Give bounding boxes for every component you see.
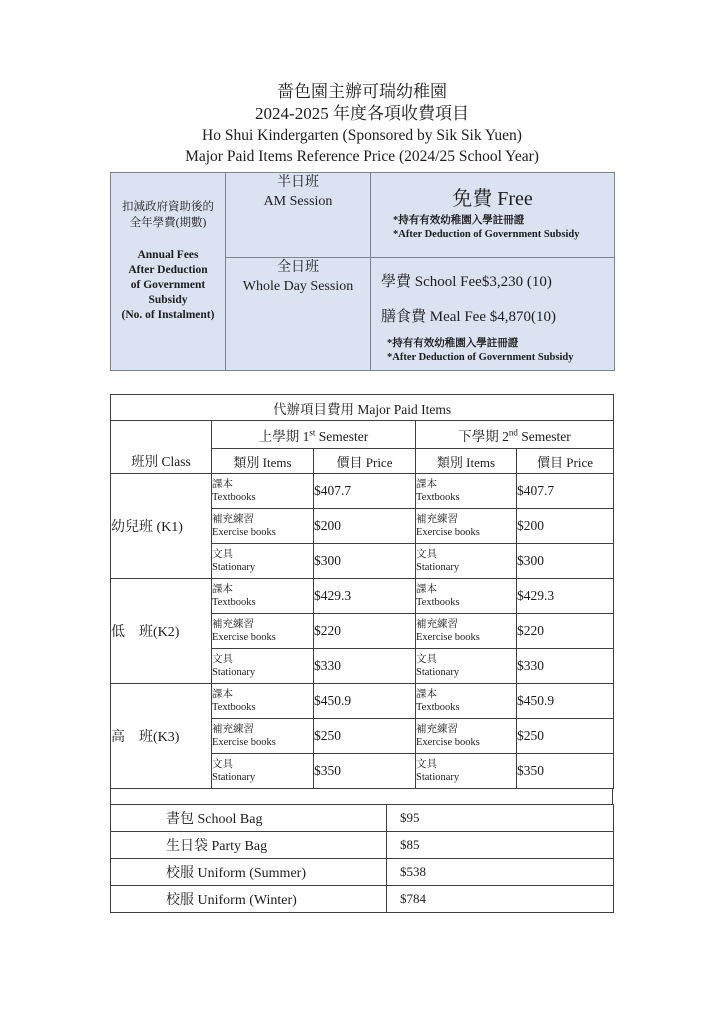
item-en: Stationary <box>416 772 460 783</box>
price-sem2: $450.9 <box>517 684 614 719</box>
price-sem2: $200 <box>517 509 614 544</box>
item-cell <box>212 509 314 544</box>
annual-fees-header-zh-line1: 扣減政府資助後的 <box>122 201 214 213</box>
price-sem1: $220 <box>314 614 416 649</box>
item-en: Exercise books <box>416 632 480 643</box>
semester-2-post: Semester <box>517 428 571 444</box>
item-zh: 文具 <box>416 549 437 560</box>
extra-item-label: 書包 School Bag <box>111 805 387 832</box>
item-en: Stationary <box>212 562 256 573</box>
paid-items-table-title: 代辦項目費用 Major Paid Items <box>111 395 614 421</box>
item-zh: 課本 <box>416 584 437 595</box>
title-chinese-line1: 嗇色園主辦可瑞幼稚園 <box>277 82 447 101</box>
title-english-line2: Major Paid Items Reference Price (2024/25 School Year) <box>185 148 539 165</box>
item-en: Textbooks <box>212 597 256 608</box>
item-cell <box>416 649 517 684</box>
item-zh: 補充練習 <box>212 514 254 525</box>
price-sem1: $407.7 <box>314 474 416 509</box>
class-k3-cell: 高 班(K3) <box>111 684 212 789</box>
item-cell <box>416 754 517 789</box>
price-sem2: $330 <box>517 649 614 684</box>
item-cell <box>416 614 517 649</box>
items-header-sem1: 類別 Items <box>212 449 314 474</box>
am-session-en: AM Session <box>263 194 333 209</box>
item-cell <box>416 579 517 614</box>
title-chinese-line2: 2024-2025 年度各項收費項目 <box>255 104 469 123</box>
item-cell <box>416 544 517 579</box>
item-cell <box>416 509 517 544</box>
item-cell <box>416 474 517 509</box>
price-sem1: $300 <box>314 544 416 579</box>
whole-day-session-cell <box>226 258 371 371</box>
item-cell <box>212 544 314 579</box>
whole-day-fee-notes <box>387 337 614 365</box>
item-zh: 課本 <box>212 689 233 700</box>
extra-items-table <box>110 804 614 913</box>
annual-fees-table <box>110 172 615 371</box>
extra-item-price: $784 <box>387 886 614 913</box>
title-english-line1: Ho Shui Kindergarten (Sponsored by Sik Sik Yuen) <box>202 127 522 144</box>
am-fee-amount: 免費 Free <box>452 188 533 210</box>
price-sem1: $450.9 <box>314 684 416 719</box>
item-cell <box>212 579 314 614</box>
price-sem1: $429.3 <box>314 579 416 614</box>
annual-fees-header-en-line1: Annual Fees <box>137 249 199 261</box>
item-zh: 補充練習 <box>416 619 458 630</box>
price-sem1: $350 <box>314 754 416 789</box>
annual-fees-header-en <box>111 248 225 323</box>
annual-fees-header-en-line3: of Government <box>130 279 206 291</box>
price-sem2: $407.7 <box>517 474 614 509</box>
item-en: Stationary <box>416 562 460 573</box>
item-zh: 課本 <box>416 689 437 700</box>
whole-day-session-en: Whole Day Session <box>242 279 354 294</box>
item-cell <box>212 614 314 649</box>
item-en: Exercise books <box>212 737 276 748</box>
table-row <box>111 805 614 832</box>
semester-2-pre: 下學期 2 <box>458 428 509 444</box>
price-header-sem1: 價目 Price <box>314 449 416 474</box>
extra-item-label: 校服 Uniform (Summer) <box>111 859 387 886</box>
item-zh: 補充練習 <box>416 514 458 525</box>
item-en: Textbooks <box>416 702 460 713</box>
table-row <box>111 579 614 614</box>
item-zh: 文具 <box>212 549 233 560</box>
item-zh: 課本 <box>212 584 233 595</box>
extra-item-label: 校服 Uniform (Winter) <box>111 886 387 913</box>
semester-2-sup: nd <box>508 427 518 437</box>
item-en: Textbooks <box>212 702 256 713</box>
item-en: Textbooks <box>416 597 460 608</box>
price-sem1: $250 <box>314 719 416 754</box>
item-en: Stationary <box>212 772 256 783</box>
school-fee-line: 學費 School Fee$3,230 (10) <box>381 274 552 290</box>
item-en: Exercise books <box>416 527 480 538</box>
item-cell <box>212 684 314 719</box>
item-cell <box>212 474 314 509</box>
am-session-zh: 半日班 <box>277 175 319 190</box>
whole-day-fee-note-zh: *持有有效幼稚園入學註冊證 <box>387 338 519 349</box>
item-cell <box>416 684 517 719</box>
annual-fees-header-en-line2: After Deduction <box>128 264 208 276</box>
table-row <box>111 886 614 913</box>
table-row <box>111 474 614 509</box>
item-en: Stationary <box>416 667 460 678</box>
annual-fees-header-en-line4: Subsidy <box>148 294 188 306</box>
am-fee-note-zh: *持有有效幼稚園入學註冊證 <box>393 215 525 226</box>
class-k1-cell: 幼兒班 (K1) <box>111 474 212 579</box>
price-sem2: $250 <box>517 719 614 754</box>
item-zh: 文具 <box>416 654 437 665</box>
extra-item-price: $95 <box>387 805 614 832</box>
price-sem1: $200 <box>314 509 416 544</box>
table-row <box>111 859 614 886</box>
semester-2-header <box>416 421 614 449</box>
item-cell <box>212 719 314 754</box>
semester-1-pre: 上學期 1 <box>258 428 310 444</box>
price-sem2: $429.3 <box>517 579 614 614</box>
price-header-sem2: 價目 Price <box>517 449 614 474</box>
am-fee-note-en: *After Deduction of Government Subsidy <box>393 229 580 240</box>
document-title-block <box>0 81 724 167</box>
item-zh: 文具 <box>212 759 233 770</box>
semester-1-post: Semester <box>315 428 369 444</box>
annual-fees-header-en-line5: (No. of Instalment) <box>121 309 215 321</box>
items-header-sem2: 類別 Items <box>416 449 517 474</box>
paid-items-section <box>110 394 613 913</box>
whole-day-session-zh: 全日班 <box>277 260 319 275</box>
item-zh: 補充練習 <box>416 724 458 735</box>
whole-day-fee-cell <box>371 258 615 371</box>
price-sem1: $330 <box>314 649 416 684</box>
am-fee-notes <box>393 214 614 242</box>
extra-item-label: 生日袋 Party Bag <box>111 832 387 859</box>
item-zh: 課本 <box>212 479 233 490</box>
item-cell <box>212 649 314 684</box>
item-zh: 文具 <box>212 654 233 665</box>
empty-row <box>110 789 613 804</box>
whole-day-fee-note-en: *After Deduction of Government Subsidy <box>387 352 574 363</box>
am-fee-cell <box>371 173 615 258</box>
item-en: Textbooks <box>416 492 460 503</box>
item-cell <box>416 719 517 754</box>
paid-items-table <box>110 394 614 789</box>
item-cell <box>212 754 314 789</box>
item-en: Textbooks <box>212 492 256 503</box>
price-sem2: $300 <box>517 544 614 579</box>
item-en: Exercise books <box>212 527 276 538</box>
annual-fees-header-zh-line2: 全年學費(期數) <box>129 217 207 229</box>
annual-fees-row-header <box>111 173 226 371</box>
table-row <box>111 684 614 719</box>
item-zh: 文具 <box>416 759 437 770</box>
item-en: Exercise books <box>212 632 276 643</box>
semester-1-header <box>212 421 416 449</box>
am-session-cell <box>226 173 371 258</box>
meal-fee-line: 膳食費 Meal Fee $4,870(10) <box>381 309 556 325</box>
extra-item-price: $85 <box>387 832 614 859</box>
item-zh: 補充練習 <box>212 619 254 630</box>
item-zh: 補充練習 <box>212 724 254 735</box>
price-sem2: $220 <box>517 614 614 649</box>
class-k2-cell: 低 班(K2) <box>111 579 212 684</box>
class-column-header: 班別 Class <box>111 421 212 474</box>
item-en: Exercise books <box>416 737 480 748</box>
item-zh: 課本 <box>416 479 437 490</box>
annual-fees-header-zh <box>111 199 225 231</box>
item-en: Stationary <box>212 667 256 678</box>
extra-item-price: $538 <box>387 859 614 886</box>
semester-1-sup: st <box>309 427 316 437</box>
table-row <box>111 832 614 859</box>
price-sem2: $350 <box>517 754 614 789</box>
